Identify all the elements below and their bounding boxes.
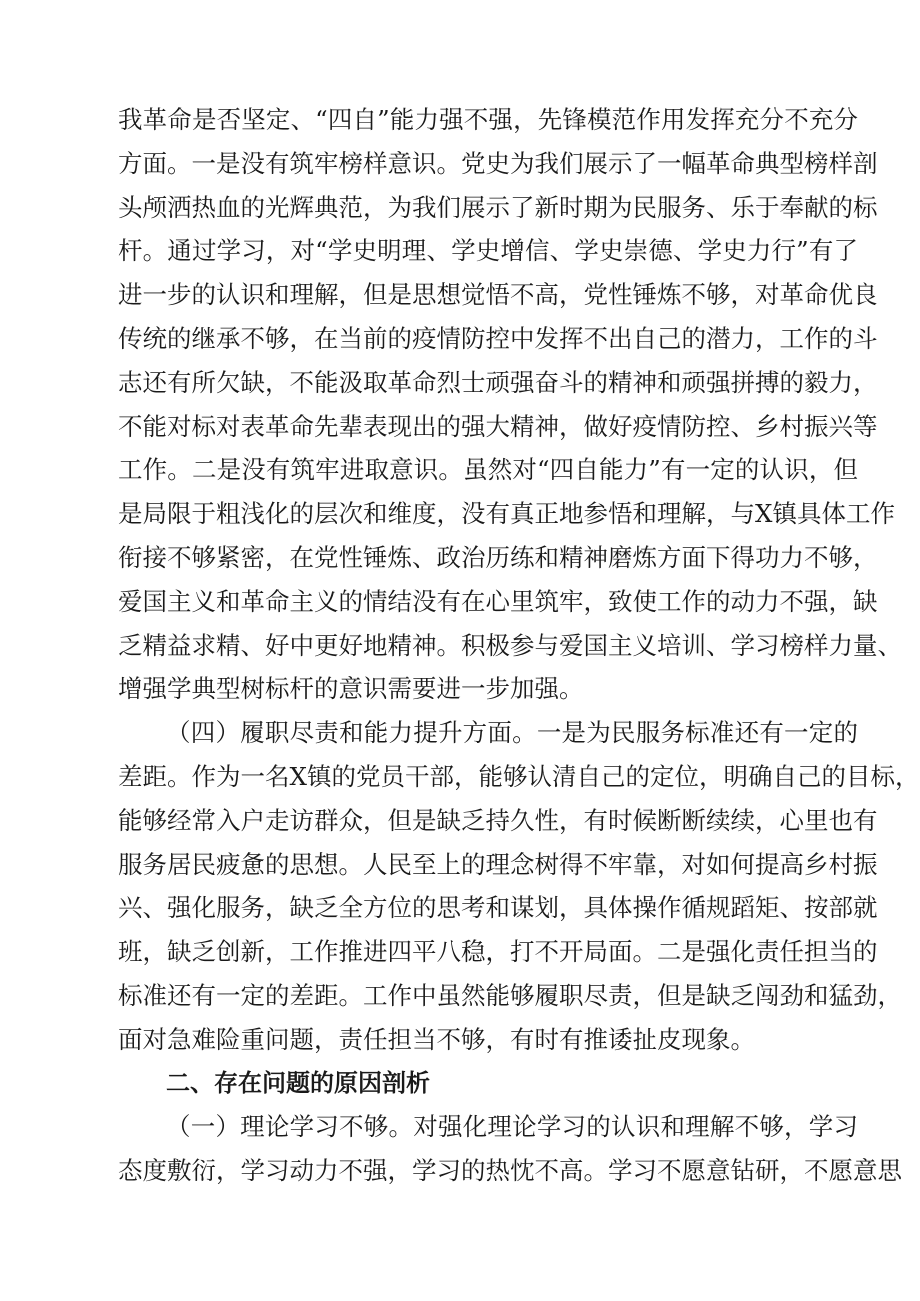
paragraph-line: 志还有所欠缺，不能汲取革命烈士顽强奋斗的精神和顽强拼搏的毅力， [118, 367, 878, 397]
paragraph-line: 是局限于粗浅化的层次和维度，没有真正地参悟和理解，与X镇具体工作 [118, 499, 895, 529]
section-heading: 二、存在问题的原因剖析 [166, 1068, 430, 1097]
paragraph-line: 服务居民疲惫的思想。人民至上的理念树得不牢靠，对如何提高乡村振 [118, 849, 878, 879]
paragraph-line: 态度敷衍，学习动力不强，学习的热忱不高。学习不愿意钻研，不愿意思 [118, 1156, 902, 1186]
paragraph-line: 传统的继承不够，在当前的疫情防控中发挥不出自己的潜力，工作的斗 [118, 323, 878, 353]
paragraph-line: （四）履职尽责和能力提升方面。一是为民服务标准还有一定的 [166, 718, 858, 748]
paragraph-line: 爱国主义和革命主义的情结没有在心里筑牢，致使工作的动力不强，缺 [118, 586, 878, 616]
paragraph-line: 兴、强化服务，缺乏全方位的思考和谋划，具体操作循规蹈矩、按部就 [118, 893, 878, 923]
paragraph-line: 班，缺乏创新，工作推进四平八稳，打不开局面。二是强化责任担当的 [118, 937, 878, 967]
paragraph-line: 我革命是否坚定、“四自”能力强不强，先锋模范作用发挥充分不充分 [118, 105, 858, 134]
paragraph-line: 差距。作为一名X镇的党员干部，能够认清自己的定位，明确自己的目标， [118, 761, 920, 791]
paragraph-line: 标准还有一定的差距。工作中虽然能够履职尽责，但是缺乏闯劲和猛劲， [118, 980, 902, 1010]
paragraph-line: 面对急难险重问题，责任担当不够，有时有推诿扯皮现象。 [118, 1024, 755, 1054]
document-body [118, 98, 920, 1193]
paragraph-line: 方面。一是没有筑牢榜样意识。党史为我们展示了一幅革命典型榜样剖 [118, 148, 878, 178]
paragraph-line: 进一步的认识和理解，但是思想觉悟不高，党性锤炼不够，对革命优良 [118, 280, 878, 310]
paragraph-line: 头颅洒热血的光辉典范，为我们展示了新时期为民服务、乐于奉献的标 [118, 192, 878, 222]
paragraph-line: 能够经常入户走访群众，但是缺乏持久性，有时候断断续续，心里也有 [118, 805, 878, 835]
paragraph-line: 乏精益求精、好中更好地精神。积极参与爱国主义培训、学习榜样力量、 [118, 630, 902, 660]
paragraph-line: 杆。通过学习，对“学史明理、学史增信、学史崇德、学史力行”有了 [118, 236, 858, 266]
paragraph-line: 衔接不够紧密，在党性锤炼、政治历练和精神磨炼方面下得功力不够， [118, 542, 878, 572]
paragraph-line: 工作。二是没有筑牢进取意识。虽然对“四自能力”有一定的认识，但 [118, 455, 858, 485]
paragraph-line: 不能对标对表革命先辈表现出的强大精神，做好疫情防控、乡村振兴等 [118, 411, 878, 441]
paragraph-line: （一）理论学习不够。对强化理论学习的认识和理解不够，学习 [166, 1112, 858, 1142]
paragraph-line: 增强学典型树标杆的意识需要进一步加强。 [118, 674, 584, 704]
